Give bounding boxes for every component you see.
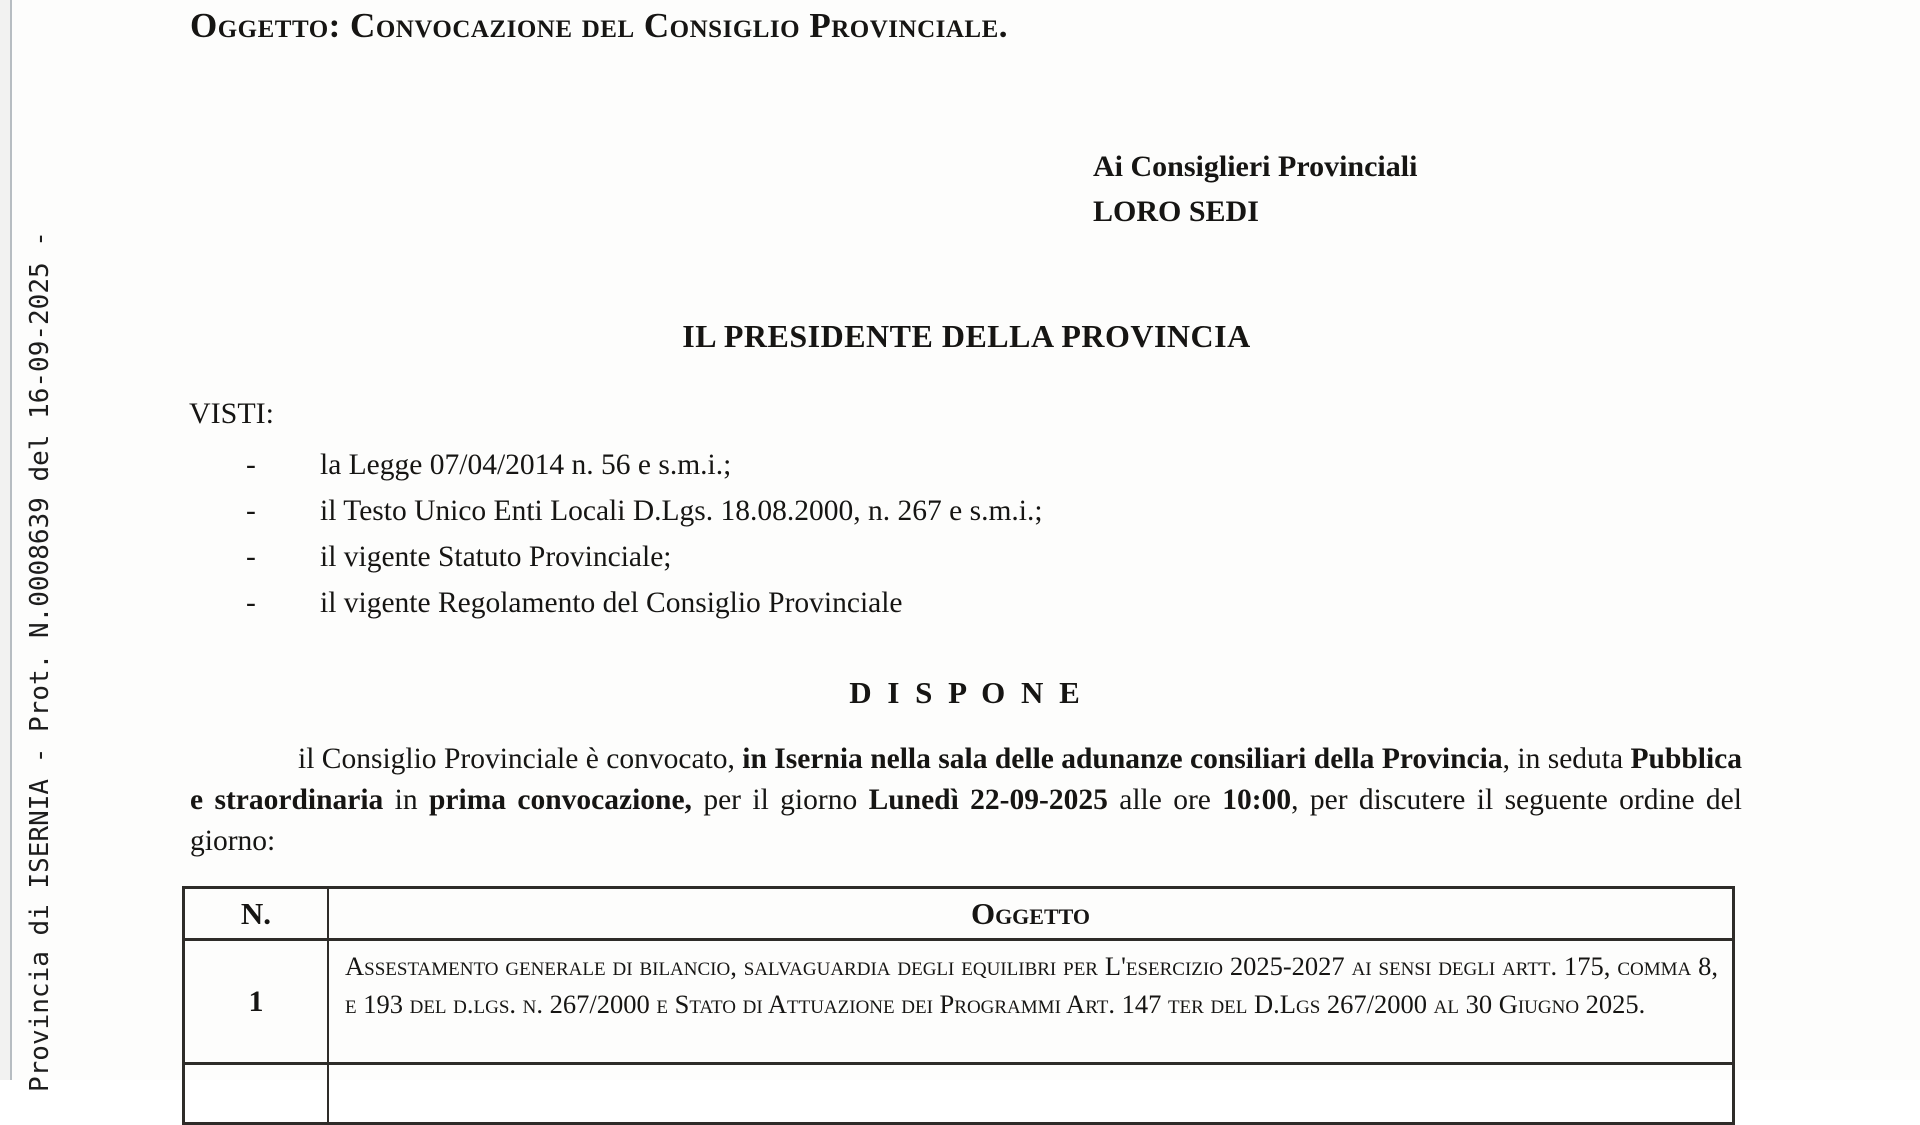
agenda-item-subject: Assestamento generale di bilancio, salvaguardia degli equilibri per L'esercizio 2025-2027 ai sensi degli artt. 175, comma 8, e 193 del d.lgs. n. 267/2000 e Stato di Attuazione dei Programmi Art. 147 ter del D.Lgs 267/2000 al 30 Giugno 2025. (328, 940, 1734, 1064)
recipient-line-2: LORO SEDI (1093, 189, 1417, 234)
agenda-table (182, 886, 1735, 1125)
recipients-block (1093, 144, 1417, 234)
paragraph-segment-bold: Lunedì 22-09-2025 (869, 784, 1108, 816)
agenda-item-number (184, 1064, 329, 1124)
visti-label: VISTI: (189, 397, 274, 431)
visti-item (246, 580, 1043, 626)
recipient-line-1: Ai Consiglieri Provinciali (1093, 144, 1417, 189)
visti-item (246, 488, 1043, 534)
paragraph-segment: in (383, 784, 429, 816)
paragraph-segment: , per discutere il seguente ordine del giorno: (190, 784, 1742, 857)
protocol-stamp-vertical: Provincia di ISERNIA - Prot. N.0008639 del 16-09-2025 - (25, 231, 55, 1092)
paragraph-segment-bold: prima convocazione, (429, 784, 692, 816)
list-dash: - (246, 534, 320, 580)
list-dash: - (246, 488, 320, 534)
page-edge-line (10, 0, 12, 1080)
paragraph-segment-bold: 10:00 (1222, 784, 1291, 816)
table-row (184, 940, 1734, 1064)
visti-item (246, 442, 1043, 488)
paragraph-segment-bold: in Isernia nella sala delle adunanze consiliari della Provincia (742, 743, 1502, 775)
convocation-paragraph (190, 739, 1742, 862)
list-dash: - (246, 442, 320, 488)
table-header-oggetto: Oggetto (328, 888, 1734, 940)
visti-list (246, 442, 1043, 626)
visti-item-text: il vigente Statuto Provinciale; (320, 534, 671, 580)
dispone-heading: D I S P O N E (190, 675, 1743, 711)
agenda-item-number: 1 (184, 940, 329, 1064)
table-header-row (184, 888, 1734, 940)
visti-item (246, 534, 1043, 580)
president-heading: IL PRESIDENTE DELLA PROVINCIA (190, 318, 1743, 355)
visti-item-text: il vigente Regolamento del Consiglio Provinciale (320, 580, 903, 626)
table-header-n: N. (184, 888, 329, 940)
paragraph-segment: alle ore (1108, 784, 1222, 816)
page-edge-strip (0, 0, 10, 1080)
paragraph-segment: il Consiglio Provinciale è convocato, (298, 743, 742, 775)
visti-item-text: il Testo Unico Enti Locali D.Lgs. 18.08.2000, n. 267 e s.m.i.; (320, 488, 1043, 534)
visti-item-text: la Legge 07/04/2014 n. 56 e s.m.i.; (320, 442, 731, 488)
agenda-item-subject (328, 1064, 1734, 1124)
paragraph-segment: per il giorno (692, 784, 869, 816)
paragraph-segment-bold: Pubblica e straordinaria (190, 743, 1742, 816)
paragraph-segment: , in seduta (1503, 743, 1631, 775)
table-row (184, 1064, 1734, 1124)
subject-line: Oggetto: Convocazione del Consiglio Provinciale. (190, 6, 1008, 46)
list-dash: - (246, 580, 320, 626)
